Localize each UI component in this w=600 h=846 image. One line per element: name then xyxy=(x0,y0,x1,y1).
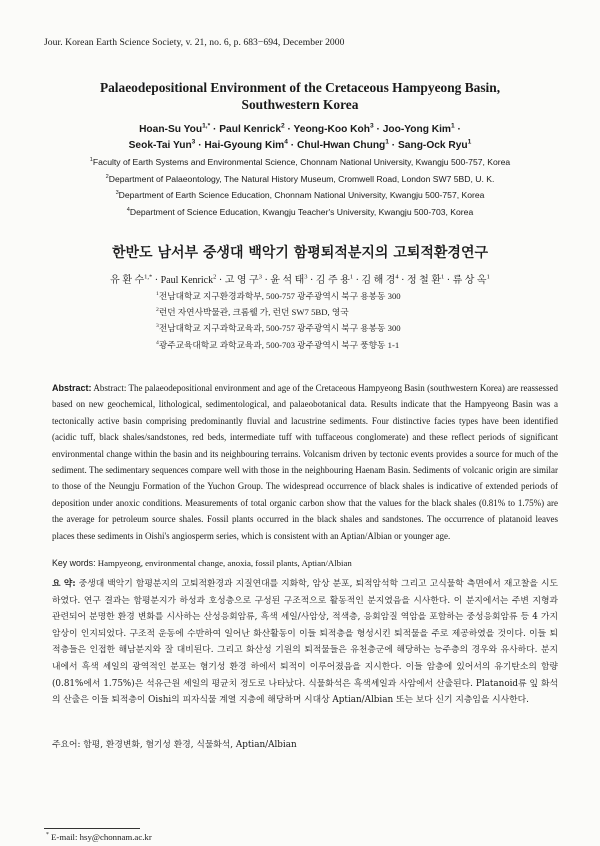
korean-author-name: 유 환 수 xyxy=(110,275,145,286)
affiliation-number: 2 xyxy=(105,174,109,181)
korean-keywords-label: 주요어: xyxy=(52,740,81,750)
korean-author-name: 윤 석 태 xyxy=(270,275,305,286)
author-line-1 xyxy=(0,124,600,135)
author-sup: 2 xyxy=(213,273,217,281)
author-separator: · xyxy=(454,124,461,135)
affiliation-text: 광주교육대학교 과학교육과, 500-703 광주광역시 북구 풍향동 1-1 xyxy=(158,340,400,350)
korean-author-name: 김 해 경 xyxy=(361,275,396,286)
footnote-mark: * xyxy=(46,832,49,839)
paper-title-line-2: Southwestern Korea xyxy=(241,97,359,112)
author-name: Hai-Gyoung Kim xyxy=(204,140,285,151)
korean-keywords-text: 함평, 환경변화, 혐기성 환경, 식물화석, Aptian/Albian xyxy=(83,740,297,750)
journal-header: Jour. Korean Earth Science Society, v. 21, no. 6, p. 683−694, December 2000 xyxy=(44,37,345,48)
author-name: Paul Kenrick xyxy=(219,124,281,135)
author-sup: 1,* xyxy=(202,122,211,130)
affiliation-text: Department of Earth Science Education, Chonnam National University, Kwangju 500-757, Korea xyxy=(118,190,485,200)
affiliation-3 xyxy=(0,190,600,200)
abstract xyxy=(52,380,558,544)
author-name: Seok-Tai Yun xyxy=(128,140,192,151)
author-separator: · xyxy=(388,140,399,151)
author-separator: · xyxy=(195,140,205,151)
affiliation-text: 런던 자연사박물관, 크롬웰 가, 런던 SW7 5BD, 영국 xyxy=(158,307,349,317)
korean-author-name: 류 상 옥 xyxy=(452,275,487,286)
korean-author-name: 고 영 구 xyxy=(224,275,259,286)
korean-author-line: 유 환 수$^{1,*}$ · Paul Kenrick$^2$ · 고 영 구$^3$ · 윤 석 태$^3$ · 김 주 용$^1$ · 김 해 경$^4$ · 정 철 환$^1$ · 류 상 옥$^1$ xyxy=(110,273,490,286)
author-sup: 4 xyxy=(395,273,399,281)
affiliation-1 xyxy=(0,157,600,167)
korean-abstract-label: 요 약: xyxy=(52,579,76,589)
korean-abstract-text: 중생대 백악기 함평분지의 고퇴적환경과 지질연대를 지화학, 암상 분포, 퇴적암석학 그리고 고식물학 측면에서 재고찰을 시도하였다. 연구 결과는 함평분지가 하성과 호성층으로 구성된 구조적으로 활동적인 분지였음을 시사한다. 이 분지에서는 주변 지형과 관련되어 분명한 환경 변화를 시사하는 산성응회암류, 흑색 셰일/사암상, 적색층, 응회암질 역암을 포함하는 중성응회암류 등 4 가지 암상이 인지되었다. 구조적 운동에 수반하여 일어난 화산활동이 이들 퇴적층을 형성시킨 퇴적물을 주로 제공하였을 것이다. 이들 퇴적층들은 인접한 해남분지와 잘 대비된다. 그리고 화산성 기원의 퇴적물들은 유천층군에 해당하는 능주층의 경우와 유사하다. 분지 내에서 흑색 셰일의 광역적인 분포는 혐기성 환경 하에서 퇴적이 이루어졌음을 지시한다. 이들 암층에 있어서의 유기탄소의 함량(0.81%에서 1.75%)은 석유근원 셰일의 평균치 정도로 나타났다. 식물화석은 흑색셰일과 사암에서 산출된다. Platanoid류 잎 화석의 산출은 이들 퇴적층이 Oishi의 피자식물 계열 지층에 해당하며 시대상 Aptian/Albian 또는 보다 신기 지층임을 시사한다. xyxy=(52,579,559,706)
affiliation-4 xyxy=(0,207,600,217)
korean-author-name: 김 주 용 xyxy=(315,275,350,286)
author-sup: 2 xyxy=(280,122,285,130)
keywords-label: Key words: xyxy=(52,558,96,568)
affiliation-text: Department of Palaeontology, The Natural History Museum, Cromwell Road, London SW7 5BD, U. K. xyxy=(108,174,495,184)
abstract-label: Abstract: xyxy=(52,383,92,393)
korean-abstract xyxy=(52,576,558,709)
author-sup: 1,* xyxy=(144,273,153,281)
author-name: Yeong-Koo Koh xyxy=(293,124,370,135)
author-sup: 3 xyxy=(191,138,196,146)
korean-affiliation-2 xyxy=(156,306,349,318)
author-sup: 3 xyxy=(369,122,374,130)
author-sup: 1 xyxy=(441,273,445,281)
korean-author-name: 정 철 환 xyxy=(407,275,441,286)
author-separator: · xyxy=(287,140,297,151)
affiliation-number: 3 xyxy=(115,190,119,197)
affiliation-number: 1 xyxy=(89,157,93,164)
affiliation-number: 4 xyxy=(126,207,130,214)
affiliation-number: 3 xyxy=(156,323,159,330)
affiliation-text: Department of Science Education, Kwangju Teacher's University, Kwangju 500-703, Korea xyxy=(129,207,474,217)
keywords-text: Hampyeong, environmental change, anoxia, fossil plants, Aptian/Albian xyxy=(97,558,352,568)
author-sup: 1 xyxy=(467,138,472,146)
footnote-rule xyxy=(44,828,140,829)
author-separator: · xyxy=(210,124,220,135)
korean-affiliation-4 xyxy=(156,339,399,351)
author-separator: · xyxy=(373,124,383,135)
author-name: Chul-Hwan Chung xyxy=(296,140,386,151)
author-sup: 1 xyxy=(349,273,354,281)
author-sup: 4 xyxy=(284,138,288,146)
affiliation-number: 1 xyxy=(156,291,159,298)
korean-affiliation-3 xyxy=(156,322,401,334)
footnote-text: E-mail: hsy@chonnam.ac.kr xyxy=(51,832,152,842)
affiliation-number: 2 xyxy=(156,307,159,314)
affiliation-number: 4 xyxy=(156,340,159,347)
footnote-email xyxy=(46,832,152,842)
keywords xyxy=(52,558,558,568)
author-sup: 1 xyxy=(451,122,455,130)
korean-author-name: Paul Kenrick xyxy=(160,275,214,286)
affiliation-text: 전남대학교 지구환경과학부, 500-757 광주광역시 북구 용봉동 300 xyxy=(158,291,401,301)
author-name: Joo-Yong Kim xyxy=(382,124,451,135)
author-separator: · xyxy=(284,124,294,135)
korean-keywords xyxy=(52,737,558,750)
author-sup: 3 xyxy=(304,273,308,281)
author-sup: 1 xyxy=(486,273,490,281)
affiliation-2 xyxy=(0,174,600,184)
paper-title-line-1: Palaeodepositional Environment of the Cretaceous Hampyeong Basin, xyxy=(99,80,501,95)
author-sup: 1 xyxy=(385,138,389,146)
author-name: Sang-Ock Ryu xyxy=(398,140,468,151)
korean-title: 한반도 남서부 중생대 백악기 함평퇴적분지의 고퇴적환경연구 xyxy=(112,245,488,261)
korean-affiliation-1 xyxy=(156,290,401,302)
affiliation-text: 전남대학교 지구과학교육과, 500-757 광주광역시 북구 용봉동 300 xyxy=(158,323,401,333)
author-line-2 xyxy=(0,140,600,151)
abstract-text: Abstract: The palaeodepositional environment and age of the Cretaceous Hampyeong Basin (southwestern Korea) are reassessed based on new geochemical, lithological, sedimentological, and palaeobotanical data. Results indicate that the Hampyeong Basin was a tectonically active basin comprising predominantly fluvial and lacustrine sediments. Four distinctive facies types have been identified (acidic tuff, black shales/sandstones, red beds, intermediate tuff with tuffaceous conglomerate) and these reflect periods of significant environmental change within the basin and its neighbouring terrains. Volcanism driven by tectonic events provides a source for much of the sediment. The sedimentary sequences compare well with those in the neighbouring Haenam Basin. Sediments of volcanic origin are similar to those of the Neungju Formation of the Yuchon Group. The widespread occurrence of black shales is indicative of extended periods of deposition under anoxic conditions. Measurements of total organic carbon show that the values for the black shales (0.81% to 1.75%) are the average for petroleum source shales. Fossil plants occurred in the black shales and sandstones. The occurrence of platanoid leaves places these sediments in Oishi's angiosperm series, which is consistent with an Aptian/Albian or younger age. xyxy=(52,383,558,541)
author-name: Hoan-Su You xyxy=(139,124,203,135)
affiliation-text: Faculty of Earth Systems and Environmental Science, Chonnam National University, Kwangju 500-757, Korea xyxy=(92,157,511,167)
author-sup: 3 xyxy=(258,273,262,281)
